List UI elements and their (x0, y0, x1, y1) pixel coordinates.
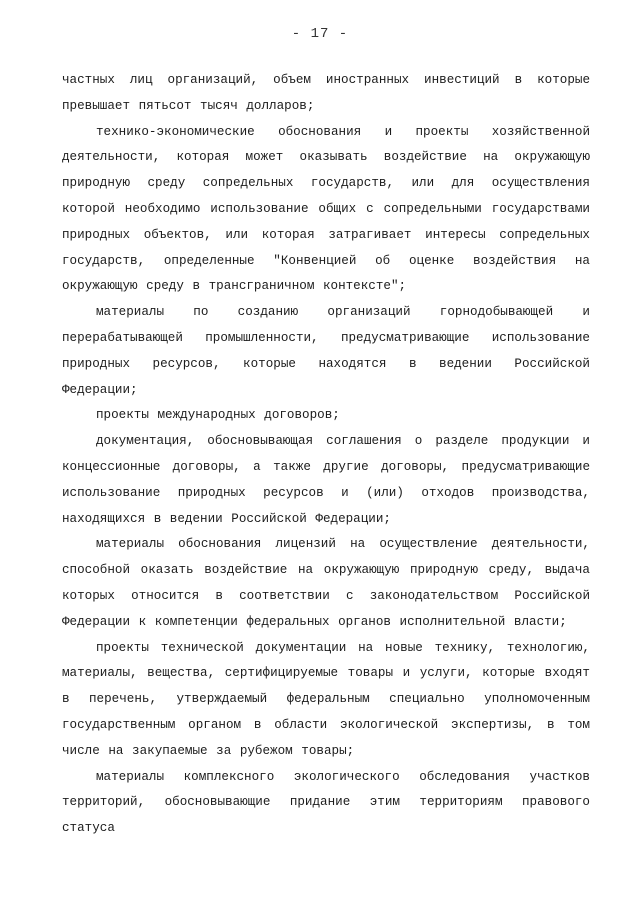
paragraph-technical-documentation: проекты технической документации на новые технику, технологию, материалы, вещества, сертифицируемые товары и услуги, которые входят в перечень, утверждаемый федеральным специально уполномоченным государственным органом в области экологической экспертизы, в том числе на закупаемые за рубежом товары; (62, 640, 590, 758)
page-number: - 17 - (291, 26, 349, 42)
document-body (62, 68, 590, 842)
paragraph-international-treaties: проекты международных договоров; (96, 408, 340, 423)
paragraph-production-sharing: документация, обосновывающая соглашения о разделе продукции и концессионные договоры, а также другие договоры, предусматривающие использование природных ресурсов и (или) отходов производства, находящихся в ведении Российской Федерации; (62, 434, 590, 526)
paragraph-mining-materials: материалы по созданию организаций горнодобывающей и перерабатывающей промышленности, предусматривающие использование природных ресурсов, которые находятся в ведении Российской Федерации; (62, 305, 590, 397)
paragraph-feasibility-studies: технико-экономические обоснования и проекты хозяйственной деятельности, которая может оказывать воздействие на окружающую природную среду сопредельных государств, или для осуществления которой необходимо использование общих с сопредельными государствами природных объектов, или которая затрагивает интересы сопредельных государств, определенные "Конвенцией об оценке воздействия на окружающую среду в трансграничном контексте"; (62, 124, 590, 294)
paragraph-ecological-survey: материалы комплексного экологического обследования участков территорий, обосновывающие придание этим территориям правового статуса (62, 769, 590, 836)
paragraph-continuation: частных лиц организаций, объем иностранных инвестиций в которые превышает пятьсот тысяч долларов; (62, 73, 590, 113)
paragraph-licenses: материалы обоснования лицензий на осуществление деятельности, способной оказать воздействие на окружающую природную среду, выдача которых относится в соответствии с законодательством Российской Федерации к компетенции федеральных органов исполнительной власти; (62, 537, 590, 629)
